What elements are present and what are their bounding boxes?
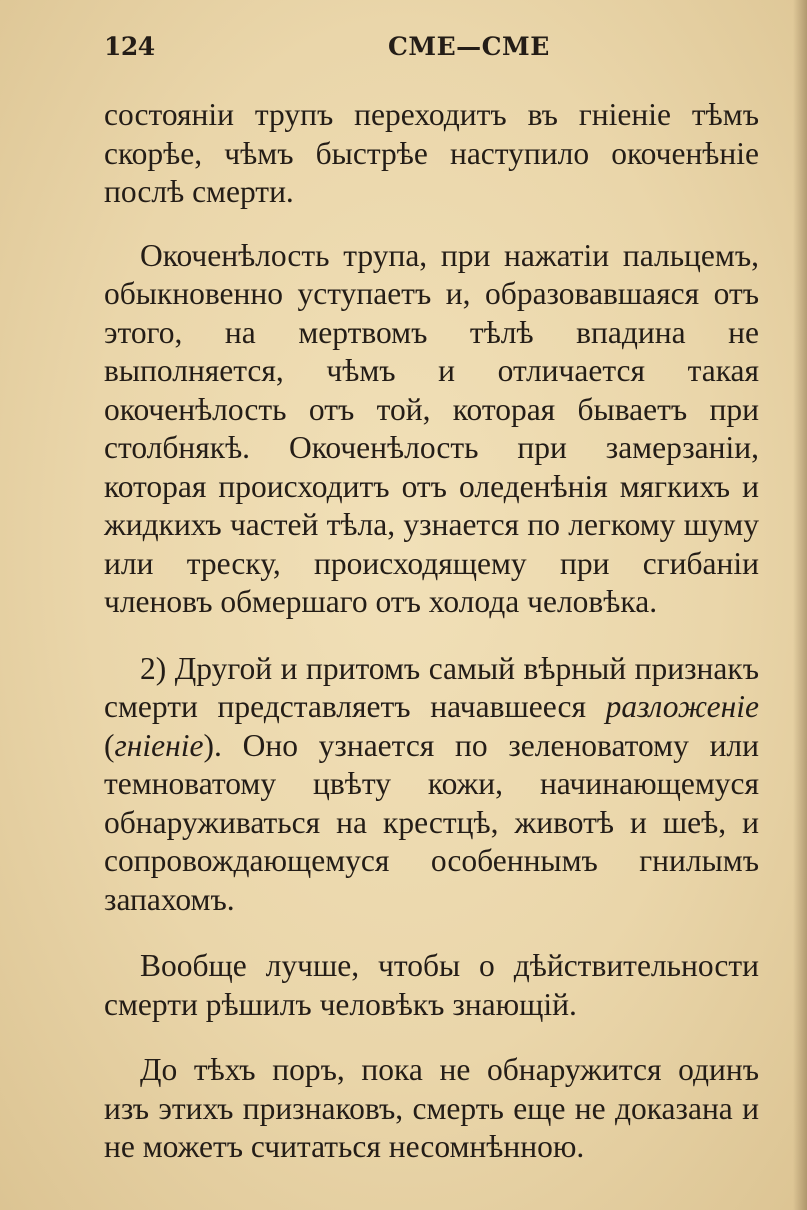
paragraph-3-paren-open: ( [104, 727, 115, 763]
paragraph-1: состоянiи трупъ переходитъ въ гнiенiе тѣмъ скорѣе, чѣмъ быстрѣе наступило окоченѣнiе послѣ смерти. [104, 97, 759, 209]
italic-term-decomposition: разложенiе [605, 689, 759, 724]
italic-term-putrefaction: гнiенiе [114, 727, 204, 763]
paragraph-5: До тѣхъ поръ, пока не обнаружится одинъ изъ этихъ признаковъ, смерть еще не доказана и не можетъ считаться несомнѣнною. [104, 1052, 759, 1164]
paragraph-2: Окоченѣлость трупа, при нажатiи пальцемъ, обыкновенно уступаетъ и, образовавшаяся отъ этого, на мертвомъ тѣлѣ впадина не выполняется, чѣмъ и отличается такая окоченѣлость отъ той, которая бываетъ при столбнякѣ. Окоченѣлость при замерзанiи, которая происходитъ отъ оледенѣнiя мягкихъ и жидкихъ частей тѣла, узнается по легкому шуму или треску, происходящему при сгибанiи членовъ обмершаго отъ холода человѣка. [104, 237, 759, 619]
page-edge-shadow [793, 0, 807, 1210]
page-body [104, 96, 759, 1167]
paragraph-3-lead: 2) Другой и притомъ самый вѣрный признакъ смерти представляетъ начавшееся [104, 650, 759, 724]
running-head: СМЕ—СМЕ [388, 32, 550, 61]
page-header [98, 30, 758, 70]
paragraph-3-rest: ). Оно узнается по зеленоватому или темноватому цвѣту кожи, начинающемуся обнаруживаться на крестцѣ, животѣ и шеѣ, и сопровождающемуся особеннымъ гнилымъ запахомъ. [104, 727, 759, 917]
paragraph-4: Вообще лучше, чтобы о дѣйствительности смерти рѣшилъ человѣкъ знающiй. [104, 948, 759, 1022]
page-number: 124 [104, 32, 155, 61]
paragraph-3 [104, 650, 759, 920]
